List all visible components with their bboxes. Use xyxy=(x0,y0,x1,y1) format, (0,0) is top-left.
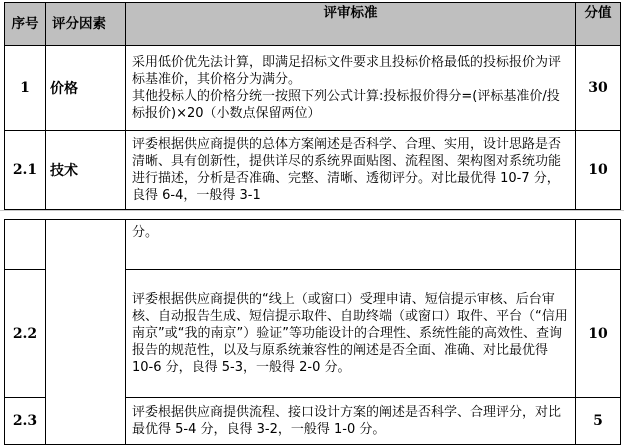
row-factor xyxy=(46,398,126,445)
table-row-tech xyxy=(5,131,621,210)
page-break xyxy=(0,210,624,219)
table-row-2-3 xyxy=(5,398,621,445)
table-header-row xyxy=(5,3,621,46)
row-score: 30 xyxy=(576,46,621,131)
row-criteria: 分。 xyxy=(126,220,576,270)
row-score: 10 xyxy=(576,270,621,398)
row-seq: 2.2 xyxy=(5,270,46,398)
table-row-price xyxy=(5,46,621,131)
row-score: 10 xyxy=(576,131,621,210)
row-seq: 1 xyxy=(5,46,46,131)
header-seq: 序号 xyxy=(5,3,46,46)
table-row-2-2 xyxy=(5,270,621,398)
row-score: 5 xyxy=(576,398,621,445)
row-criteria: 采用低价优先法计算，即满足招标文件要求且投标价格最低的投标报价为评标基准价，其价格分为满分。 其他投标人的价格分统一按照下列公式计算:投标报价得分=(评标基准价/投标报价)×20（小数点保留两位） xyxy=(126,46,576,131)
header-criteria: 评审标准 xyxy=(126,3,576,46)
row-seq: 2.1 xyxy=(5,131,46,210)
row-factor xyxy=(46,220,126,270)
row-criteria: 评委根据供应商提供的总体方案阐述是否科学、合理、实用，设计思路是否清晰、具有创新性，提供详尽的系统界面贴图、流程图、架构图对系统功能进行描述，分析是否准确、完整、清晰、透彻评分。对比最优得 10-7 分，良得 6-4，一般得 3-1 xyxy=(126,131,576,210)
row-seq xyxy=(5,220,46,270)
row-score xyxy=(576,220,621,270)
scoring-table-bottom xyxy=(4,219,621,445)
table-row-continued xyxy=(5,220,621,270)
row-factor: 技术 xyxy=(46,131,126,210)
scoring-table-top xyxy=(4,2,621,210)
row-factor: 价格 xyxy=(46,46,126,131)
row-criteria: 评委根据供应商提供流程、接口设计方案的阐述是否科学、合理评分，对比最优得 5-4 分，良得 3-2，一般得 1-0 分。 xyxy=(126,398,576,445)
header-factor: 评分因素 xyxy=(46,3,126,46)
row-criteria: 评委根据供应商提供的“线上（或窗口）受理申请、短信提示审核、后台审核、自动报告生成、短信提示取件、自助终端（或窗口）取件、平台（“信用南京”或“我的南京”）验证”等功能设计的合理性、系统性能的高效性、查询报告的规范性，以及与原系统兼容性的阐述是否全面、准确、对比最优得 10-6 分，良得 5-3，一般得 2-0 分。 xyxy=(126,270,576,398)
row-seq: 2.3 xyxy=(5,398,46,445)
header-score: 分值 xyxy=(576,3,621,46)
row-factor xyxy=(46,270,126,398)
